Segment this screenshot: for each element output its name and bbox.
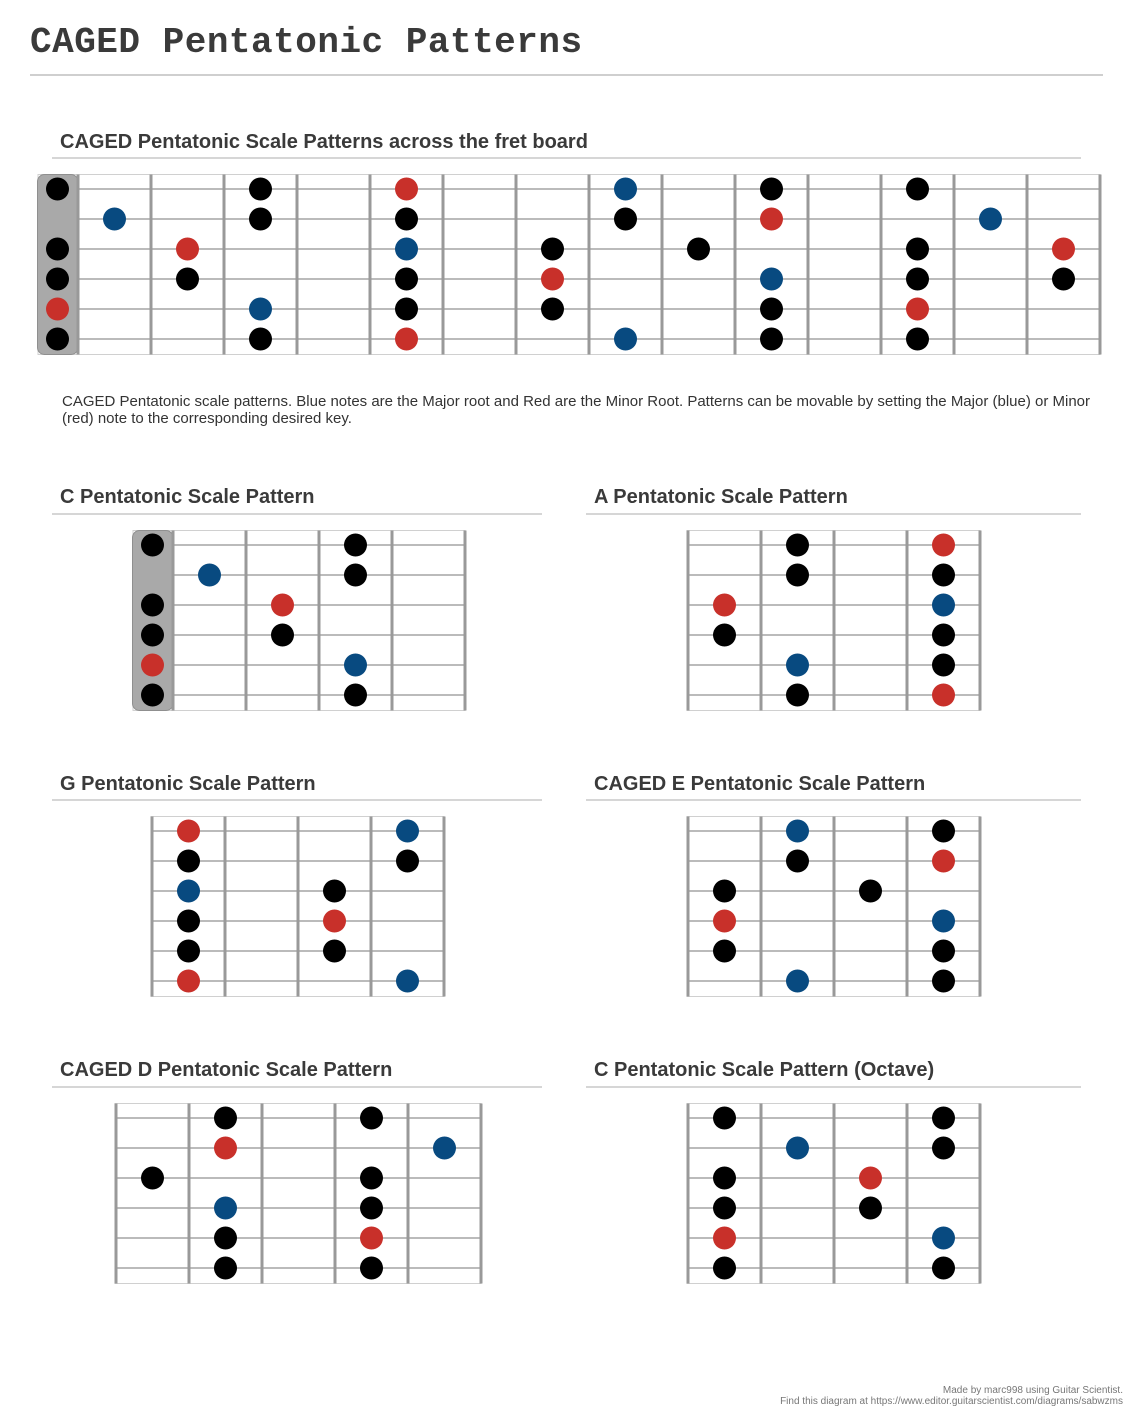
scale-note — [177, 850, 200, 873]
scale-note — [46, 268, 69, 291]
section-divider-c-octave — [586, 1086, 1081, 1088]
scale-note — [395, 268, 418, 291]
footer-author: Made by marc998 using Guitar Scientist. — [942, 1385, 1123, 1396]
section-title-c-octave: C Pentatonic Scale Pattern (Octave) — [594, 1059, 935, 1081]
scale-note — [360, 1167, 383, 1190]
scale-note — [687, 238, 710, 261]
major-root-note — [932, 910, 955, 933]
scale-note — [141, 684, 164, 707]
major-root-note — [979, 208, 1002, 231]
fretboard-diagram-e-shape — [686, 816, 982, 998]
major-root-note — [786, 820, 809, 843]
section-divider-e-shape — [586, 799, 1081, 801]
scale-note — [344, 564, 367, 587]
section-title-c-shape: C Pentatonic Scale Pattern — [60, 486, 315, 508]
scale-note — [214, 1227, 237, 1250]
fretboard-diagram-d-shape — [114, 1103, 483, 1285]
minor-root-note — [214, 1137, 237, 1160]
scale-note — [760, 298, 783, 321]
scale-note — [760, 328, 783, 351]
scale-note — [713, 880, 736, 903]
scale-note — [906, 268, 929, 291]
scale-note — [395, 298, 418, 321]
section-title-a-shape: A Pentatonic Scale Pattern — [594, 486, 848, 508]
fretboard-diagram-c-octave — [686, 1103, 982, 1285]
minor-root-note — [177, 820, 200, 843]
nut — [38, 175, 79, 355]
scale-note — [760, 178, 783, 201]
scale-note — [859, 880, 882, 903]
scale-note — [360, 1107, 383, 1130]
major-root-note — [214, 1197, 237, 1220]
scale-note — [614, 208, 637, 231]
scale-note — [786, 684, 809, 707]
major-root-note — [344, 654, 367, 677]
scale-note — [932, 564, 955, 587]
minor-root-note — [176, 238, 199, 261]
scale-note — [249, 328, 272, 351]
fretboard-diagram-c-shape — [132, 530, 462, 712]
scale-note — [395, 208, 418, 231]
minor-root-note — [395, 328, 418, 351]
scale-note — [906, 178, 929, 201]
scale-note — [214, 1257, 237, 1280]
minor-root-note — [859, 1167, 882, 1190]
scale-note — [396, 850, 419, 873]
minor-root-note — [713, 594, 736, 617]
fretboard-diagram-a-shape — [686, 530, 982, 712]
section-divider-a-shape — [586, 513, 1081, 515]
major-root-note — [614, 328, 637, 351]
minor-root-note — [932, 684, 955, 707]
scale-note — [344, 534, 367, 557]
scale-note — [713, 1257, 736, 1280]
minor-root-note — [271, 594, 294, 617]
major-root-note — [433, 1137, 456, 1160]
scale-note — [249, 178, 272, 201]
scale-note — [323, 880, 346, 903]
title-divider — [30, 74, 1103, 76]
minor-root-note — [177, 970, 200, 993]
section-divider-full — [52, 157, 1081, 159]
section-divider-g-shape — [52, 799, 542, 801]
minor-root-note — [760, 208, 783, 231]
minor-root-note — [932, 534, 955, 557]
scale-note — [932, 624, 955, 647]
scale-note — [141, 594, 164, 617]
scale-note — [177, 940, 200, 963]
nut — [133, 531, 174, 711]
scale-note — [344, 684, 367, 707]
scale-note — [713, 1197, 736, 1220]
scale-note — [932, 1107, 955, 1130]
section-divider-d-shape — [52, 1086, 542, 1088]
scale-note — [141, 1167, 164, 1190]
major-root-note — [786, 654, 809, 677]
scale-note — [46, 178, 69, 201]
section-title-e-shape: CAGED E Pentatonic Scale Pattern — [594, 773, 926, 795]
caption-text: CAGED Pentatonic scale patterns. Blue notes are the Major root and Red are the Minor Root. Patterns can be movable by setting the Major (blue) or Minor (red) note to the corresponding desired key. — [62, 393, 1091, 427]
footer-link[interactable]: Find this diagram at https://www.editor.guitarscientist.com/diagrams/sabwzms — [780, 1396, 1123, 1407]
footer-credits — [780, 1385, 1123, 1407]
fretboard-diagram-g-shape — [150, 816, 446, 998]
fretboard-outline — [133, 531, 465, 711]
minor-root-note — [360, 1227, 383, 1250]
scale-note — [1052, 268, 1075, 291]
scale-note — [176, 268, 199, 291]
scale-note — [786, 850, 809, 873]
scale-note — [541, 298, 564, 321]
major-root-note — [786, 970, 809, 993]
scale-note — [932, 1257, 955, 1280]
fretboard-outline — [38, 175, 1100, 355]
scale-note — [932, 820, 955, 843]
major-root-note — [786, 1137, 809, 1160]
scale-note — [713, 1167, 736, 1190]
scale-note — [906, 238, 929, 261]
major-root-note — [177, 880, 200, 903]
scale-note — [360, 1257, 383, 1280]
scale-note — [932, 1137, 955, 1160]
major-root-note — [932, 594, 955, 617]
scale-note — [713, 940, 736, 963]
section-title-full: CAGED Pentatonic Scale Patterns across the fret board — [60, 131, 588, 153]
section-divider-c-shape — [52, 513, 542, 515]
minor-root-note — [541, 268, 564, 291]
scale-note — [46, 328, 69, 351]
page-title: CAGED Pentatonic Patterns — [30, 22, 583, 63]
scale-note — [46, 238, 69, 261]
scale-note — [932, 654, 955, 677]
scale-note — [141, 534, 164, 557]
minor-root-note — [932, 850, 955, 873]
minor-root-note — [323, 910, 346, 933]
minor-root-note — [906, 298, 929, 321]
fretboard-outline — [115, 1104, 481, 1284]
scale-note — [786, 534, 809, 557]
scale-note — [932, 940, 955, 963]
minor-root-note — [713, 910, 736, 933]
scale-note — [932, 970, 955, 993]
scale-note — [786, 564, 809, 587]
minor-root-note — [141, 654, 164, 677]
scale-note — [249, 208, 272, 231]
scale-note — [141, 624, 164, 647]
section-title-d-shape: CAGED D Pentatonic Scale Pattern — [60, 1059, 393, 1081]
scale-note — [859, 1197, 882, 1220]
major-root-note — [396, 970, 419, 993]
minor-root-note — [1052, 238, 1075, 261]
major-root-note — [614, 178, 637, 201]
scale-note — [541, 238, 564, 261]
major-root-note — [395, 238, 418, 261]
major-root-note — [249, 298, 272, 321]
scale-note — [713, 1107, 736, 1130]
major-root-note — [932, 1227, 955, 1250]
minor-root-note — [395, 178, 418, 201]
scale-note — [713, 624, 736, 647]
scale-note — [360, 1197, 383, 1220]
scale-note — [323, 940, 346, 963]
major-root-note — [396, 820, 419, 843]
scale-note — [271, 624, 294, 647]
major-root-note — [198, 564, 221, 587]
scale-note — [214, 1107, 237, 1130]
scale-note — [906, 328, 929, 351]
section-title-g-shape: G Pentatonic Scale Pattern — [60, 773, 316, 795]
minor-root-note — [46, 298, 69, 321]
scale-note — [177, 910, 200, 933]
fretboard-diagram-full — [37, 174, 1097, 356]
minor-root-note — [713, 1227, 736, 1250]
major-root-note — [103, 208, 126, 231]
major-root-note — [760, 268, 783, 291]
